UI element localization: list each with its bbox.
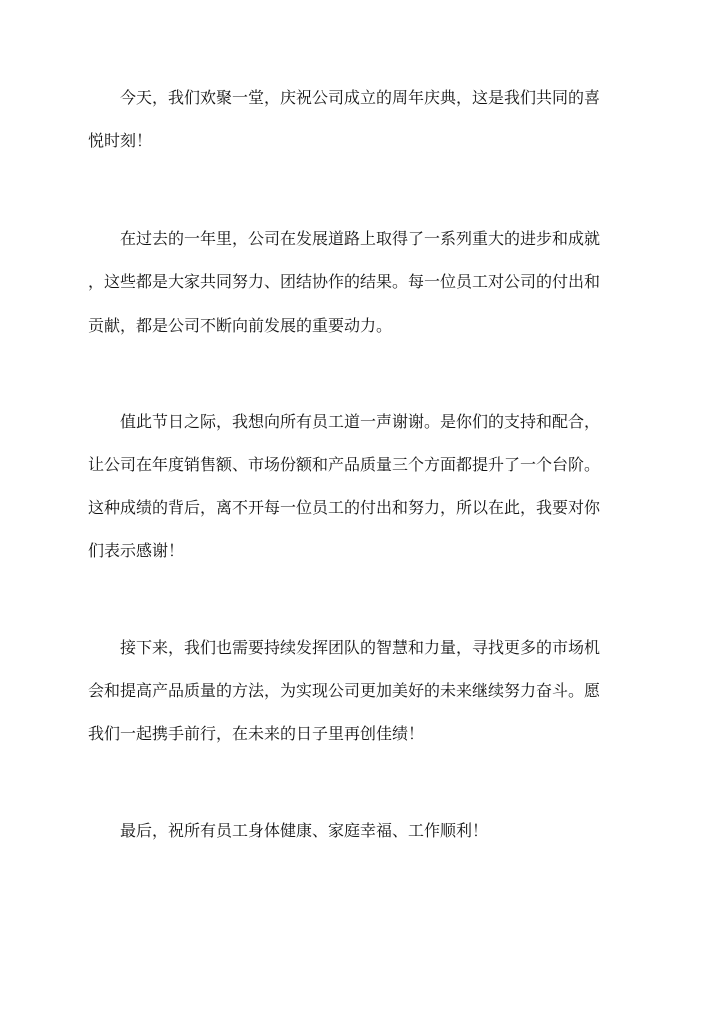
paragraph-2-line-2: ，这些都是大家共同努力、团结协作的结果。每一位员工对公司的付出和 [88, 272, 601, 291]
paragraph-1-line-1: 今天，我们欢聚一堂，庆祝公司成立的周年庆典，这是我们共同的喜 [120, 88, 601, 107]
paragraph-4-line-2: 会和提高产品质量的方法，为实现公司更加美好的未来继续努力奋斗。愿 [88, 681, 601, 700]
paragraph-3-line-3: 这种成绩的背后，离不开每一位员工的付出和努力，所以在此，我要对你 [88, 498, 601, 517]
paragraph-3-line-4: 们表示感谢！ [88, 541, 185, 560]
paragraph-2-line-1: 在过去的一年里，公司在发展道路上取得了一系列重大的进步和成就 [120, 229, 601, 248]
paragraph-3-line-1: 值此节日之际，我想向所有员工道一声谢谢。是你们的支持和配合， [120, 412, 601, 431]
paragraph-2-line-3: 贡献，都是公司不断向前发展的重要动力。 [88, 316, 393, 335]
paragraph-5-line-1: 最后，祝所有员工身体健康、家庭幸福、工作顺利！ [120, 821, 489, 840]
paragraph-3-line-2: 让公司在年度销售额、市场份额和产品质量三个方面都提升了一个台阶。 [88, 455, 601, 474]
paragraph-4-line-3: 我们一起携手前行，在未来的日子里再创佳绩！ [88, 724, 425, 743]
paragraph-1-line-2: 悦时刻！ [88, 131, 153, 150]
paragraph-4-line-1: 接下来，我们也需要持续发挥团队的智慧和力量，寻找更多的市场机 [120, 638, 601, 657]
